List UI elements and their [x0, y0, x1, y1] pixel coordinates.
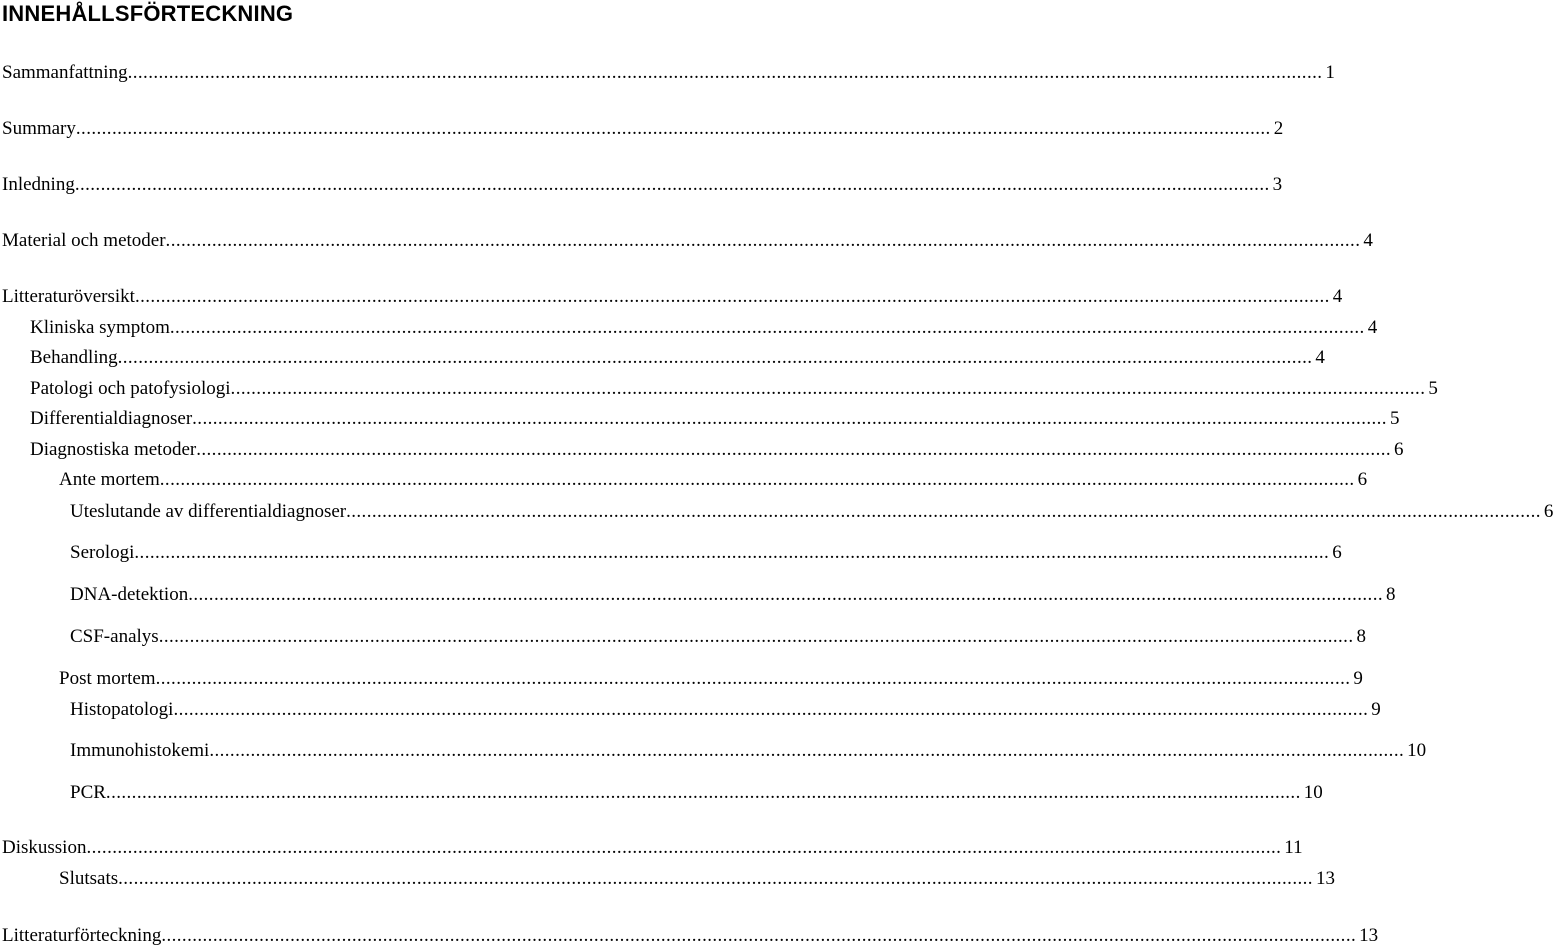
toc-entry-ante-mortem[interactable]	[0, 468, 1368, 492]
toc-entry-label: Sammanfattning	[2, 62, 128, 83]
toc-leader-dots	[134, 541, 1329, 565]
toc-leader-dots	[173, 698, 1368, 722]
toc-entry-label: Uteslutande av differentialdiagnoser	[70, 501, 347, 522]
toc-leader-dots	[118, 867, 1313, 891]
toc-entry-immunohistokemi[interactable]	[0, 739, 1427, 763]
toc-entry-behandling[interactable]	[0, 346, 1325, 370]
toc-leader-dots	[209, 739, 1404, 763]
toc-entry-uteslutande-av-differentialdiagnoser[interactable]	[0, 500, 1554, 524]
toc-page-number: 6	[1543, 501, 1554, 522]
toc-entry-label: Immunohistokemi	[70, 740, 210, 761]
toc-entry-differentialdiagnoser[interactable]	[0, 407, 1400, 431]
toc-leader-dots	[188, 583, 1383, 607]
toc-entry-label: Post mortem	[59, 668, 156, 689]
toc-leader-dots	[75, 173, 1270, 197]
toc-leader-dots	[118, 346, 1313, 370]
toc-leader-dots	[170, 316, 1365, 340]
toc-entry-label: Material och metoder	[2, 230, 166, 251]
toc-entry-sammanfattning[interactable]	[0, 61, 1335, 85]
toc-entry-serologi[interactable]	[0, 541, 1342, 565]
toc-entry-label: CSF-analys	[70, 626, 159, 647]
toc-leader-dots	[135, 285, 1330, 309]
toc-leader-dots	[156, 667, 1351, 691]
toc-page-number: 2	[1273, 118, 1284, 139]
toc-entry-label: Ante mortem	[59, 469, 160, 490]
toc-entry-label: Patologi och patofysiologi	[30, 378, 231, 399]
toc-leader-dots	[76, 117, 1271, 141]
toc-entry-material-och-metoder[interactable]	[0, 229, 1373, 253]
toc-entry-diagnostiska-metoder[interactable]	[0, 438, 1404, 462]
toc-page-number: 4	[1315, 347, 1325, 368]
toc-page-number: 13	[1315, 868, 1335, 889]
toc-entry-label: Diskussion	[2, 837, 87, 858]
toc-leader-dots	[106, 781, 1301, 805]
toc-leader-dots	[346, 500, 1541, 524]
toc-entry-post-mortem[interactable]	[0, 667, 1363, 691]
toc-page-number: 8	[1356, 626, 1366, 647]
toc-leader-dots	[160, 468, 1355, 492]
toc-entry-kliniska-symptom[interactable]	[0, 316, 1378, 340]
toc-leader-dots	[166, 229, 1361, 253]
toc-entry-label: Summary	[2, 118, 76, 139]
toc-leader-dots	[128, 61, 1323, 85]
toc-page-number: 11	[1284, 837, 1303, 858]
toc-entry-label: Differentialdiagnoser	[30, 408, 193, 429]
toc-entry-diskussion[interactable]	[0, 836, 1303, 860]
toc-page-number: 6	[1332, 542, 1342, 563]
toc-leader-dots	[196, 438, 1391, 462]
toc-entry-label: Histopatologi	[70, 699, 174, 720]
toc-page-number: 9	[1371, 699, 1381, 720]
toc-leader-dots	[231, 377, 1426, 401]
page-title: INNEHÅLLSFÖRTECKNING	[2, 1, 294, 26]
toc-entry-label: Inledning	[2, 174, 75, 195]
toc-entry-csf-analys[interactable]	[0, 625, 1366, 649]
toc-page-number: 5	[1389, 408, 1400, 429]
toc-page-number: 10	[1407, 740, 1427, 761]
toc-leader-dots	[192, 407, 1387, 431]
toc-entry-litteraturoversikt[interactable]	[0, 285, 1343, 309]
toc-page-number: 6	[1357, 469, 1368, 490]
toc-entry-label: PCR	[70, 782, 106, 803]
toc-entry-label: Behandling	[30, 347, 118, 368]
toc-entry-patologi-och-patofysiologi[interactable]	[0, 377, 1438, 401]
toc-page-number: 9	[1353, 668, 1363, 689]
toc-leader-dots	[161, 924, 1356, 948]
toc-entry-slutsats[interactable]	[0, 867, 1335, 891]
toc-entry-dna-detektion[interactable]	[0, 583, 1396, 607]
toc-entry-summary[interactable]	[0, 117, 1284, 141]
toc-page-number: 10	[1303, 782, 1323, 803]
toc-page-number: 4	[1367, 317, 1378, 338]
toc-entry-litteraturforteckning[interactable]	[0, 924, 1379, 948]
toc-page-number: 6	[1394, 439, 1404, 460]
toc-page-number: 4	[1332, 286, 1343, 307]
toc-page-number: 1	[1325, 62, 1335, 83]
toc-entry-label: Kliniska symptom	[30, 317, 170, 338]
toc-leader-dots	[86, 836, 1281, 860]
toc-entry-label: Diagnostiska metoder	[30, 439, 197, 460]
toc-entry-label: Slutsats	[59, 868, 119, 889]
toc-entry-label: Litteraturöversikt	[2, 286, 135, 307]
toc-page-number: 4	[1363, 230, 1373, 251]
toc-page-number: 13	[1359, 925, 1379, 946]
toc-entry-pcr[interactable]	[0, 781, 1323, 805]
toc-page-number: 3	[1272, 174, 1283, 195]
toc-entry-histopatologi[interactable]	[0, 698, 1381, 722]
toc-entry-inledning[interactable]	[0, 173, 1283, 197]
toc-leader-dots	[159, 625, 1354, 649]
toc-entry-label: DNA-detektion	[70, 584, 189, 605]
toc-entry-label: Litteraturförteckning	[2, 925, 162, 946]
toc-page-number: 8	[1386, 584, 1396, 605]
toc-page-number: 5	[1428, 378, 1438, 399]
toc-entry-label: Serologi	[70, 542, 135, 563]
